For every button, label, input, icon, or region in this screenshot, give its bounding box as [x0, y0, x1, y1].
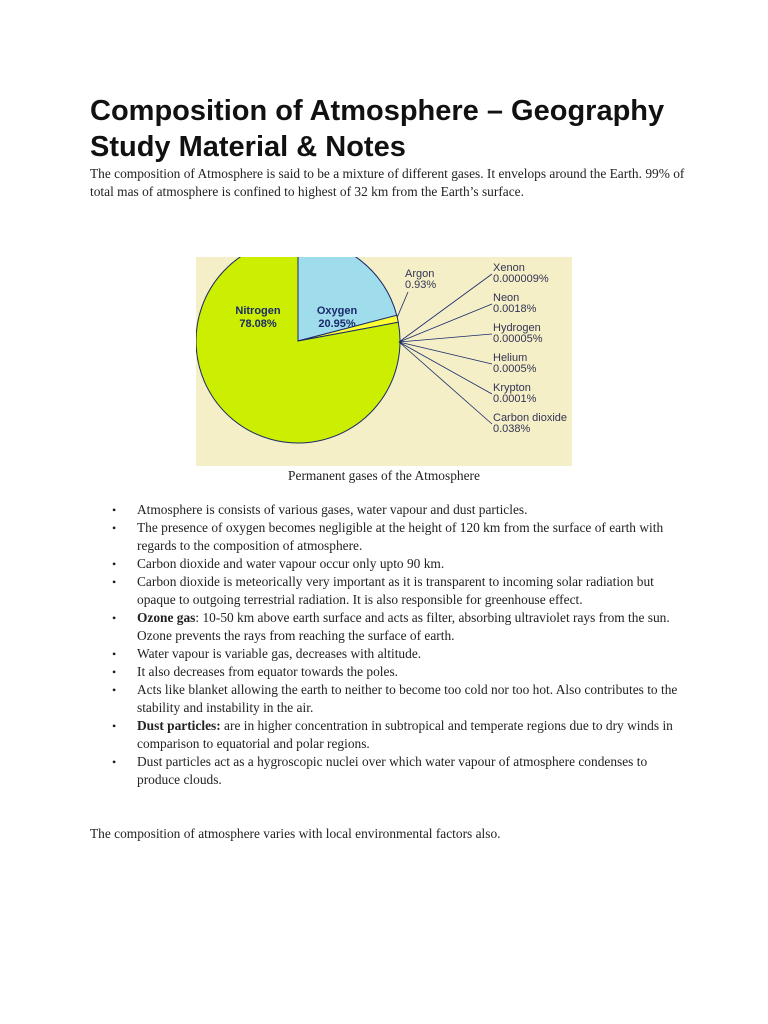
label-hydrogen: Hydrogen	[493, 322, 541, 334]
label-argon: Argon	[405, 268, 435, 280]
value-carbon-dioxide: 0.038%	[493, 423, 531, 435]
value-hydrogen: 0.00005%	[493, 333, 543, 345]
fact-text: Atmosphere is consists of various gases, water vapour and dust particles.	[137, 502, 528, 517]
fact-item	[90, 573, 680, 609]
figure-caption: Permanent gases of the Atmosphere	[288, 468, 480, 483]
fact-item	[90, 519, 680, 555]
label-helium: Helium	[493, 352, 528, 364]
value-nitrogen: 78.08%	[239, 318, 277, 330]
atmosphere-pie-figure	[196, 257, 572, 466]
value-xenon: 0.000009%	[493, 273, 549, 285]
label-oxygen: Oxygen	[316, 305, 358, 317]
fact-text: It also decreases from equator towards the poles.	[137, 664, 399, 679]
fact-text: Carbon dioxide is meteorically very important as it is transparent to incoming solar radiation but opaque to outgoing terrestrial radiation. It is also responsible for greenhouse effect.	[137, 574, 654, 607]
leader-krypton	[399, 342, 492, 394]
fact-item	[90, 663, 680, 681]
intro-paragraph: The composition of Atmosphere is said to be a mixture of different gases. It envelops around the Earth. 99% of total mas of atmosphere is confined to highest of 32 km from the Earth’s surface.	[90, 166, 685, 199]
fact-keyword: Dust particles:	[137, 718, 221, 733]
value-oxygen: 20.95%	[318, 318, 356, 330]
label-neon: Neon	[493, 292, 520, 304]
fact-item	[90, 645, 680, 663]
fact-text: Dust particles act as a hygroscopic nuclei over which water vapour of atmosphere condenses to produce clouds.	[137, 754, 648, 787]
fact-item	[90, 501, 680, 519]
pie-chart	[196, 257, 572, 466]
leader-neon	[399, 304, 492, 342]
fact-item	[90, 717, 680, 753]
value-krypton: 0.0001%	[493, 393, 537, 405]
fact-text: Carbon dioxide and water vapour occur only upto 90 km.	[137, 556, 445, 571]
fact-keyword: Ozone gas	[137, 610, 196, 625]
leader-hydrogen	[399, 334, 492, 342]
fact-text: are in higher concentration in subtropical and temperate regions due to dry winds in comparison to equatorial and polar regions.	[137, 718, 673, 751]
fact-text: Water vapour is variable gas, decreases with altitude.	[137, 646, 422, 661]
fact-item	[90, 681, 680, 717]
leader-carbon-dioxide	[399, 342, 492, 424]
fact-text: Acts like blanket allowing the earth to neither to become too cold nor too hot. Also contributes to the stability and instability in the air.	[137, 682, 678, 715]
fact-item	[90, 555, 680, 573]
closing-paragraph: The composition of atmosphere varies with local environmental factors also.	[90, 826, 501, 841]
label-krypton: Krypton	[493, 382, 531, 394]
value-helium: 0.0005%	[493, 363, 537, 375]
fact-text: The presence of oxygen becomes negligible at the height of 120 km from the surface of earth with regards to the composition of atmosphere.	[137, 520, 664, 553]
value-argon: 0.93%	[405, 279, 437, 291]
fact-item	[90, 609, 680, 645]
label-xenon: Xenon	[493, 262, 525, 274]
page-title: Composition of Atmosphere – Geography Study Material & Notes	[90, 95, 665, 163]
leader-helium	[399, 342, 492, 364]
fact-text: : 10-50 km above earth surface and acts as filter, absorbing ultraviolet rays from the sun. Ozone prevents the rays from reaching the surface of earth.	[137, 610, 670, 643]
value-neon: 0.0018%	[493, 303, 537, 315]
facts-list	[90, 501, 680, 789]
leader-argon	[397, 292, 408, 317]
fact-item	[90, 753, 680, 789]
label-nitrogen: Nitrogen	[235, 305, 281, 317]
label-carbon-dioxide: Carbon dioxide	[493, 412, 567, 424]
